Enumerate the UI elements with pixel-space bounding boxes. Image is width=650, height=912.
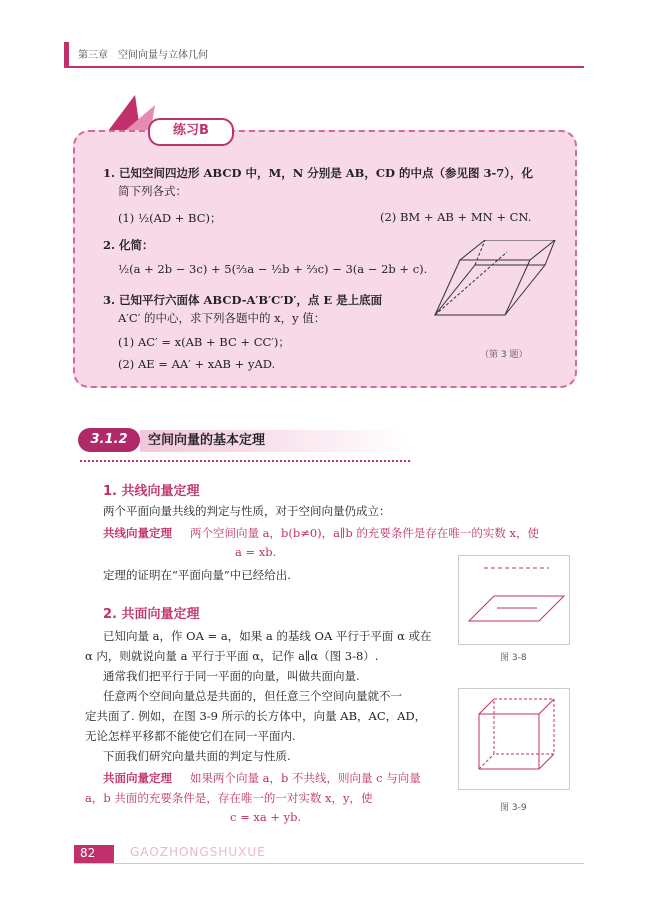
- practice-q3: 3. 已知平行六面体 ABCD-A′B′C′D′，点 E 是上底面: [103, 293, 383, 307]
- practice-q1-2: (2) BM + AB + MN + CN.: [380, 210, 532, 224]
- sub1-thm: 两个空间向量 a，b(b≠0)，a∥b 的充要条件是存在唯一的实数 x，使: [190, 526, 539, 540]
- practice-title: 练习B: [148, 118, 234, 146]
- header-line: [64, 66, 584, 68]
- chapter-title: 第三章 空间向量与立体几何: [78, 50, 208, 61]
- sub2-p6: 无论怎样平移都不能使它们在同一平面内.: [85, 729, 296, 743]
- sub2-thm2: a，b 共面的充要条件是，存在唯一的一对实数 x，y，使: [85, 791, 373, 805]
- figure-3-8: [458, 555, 570, 645]
- sub1-p2: 定理的证明在“平面向量”中已经给出.: [103, 568, 291, 582]
- figure-3-9-caption: 图 3-9: [500, 803, 527, 813]
- practice-q3-2: (2) AE = AA′ + xAB + yAD.: [118, 357, 276, 371]
- practice-q3-cont: A′C′ 的中心，求下列各题中的 x，y 值：: [118, 311, 326, 325]
- section-divider: [80, 460, 410, 462]
- section-number: 3.1.2: [78, 428, 140, 452]
- header-bar: [64, 42, 69, 66]
- practice-q1-1: (1) ½(AD + BC)；: [118, 211, 222, 225]
- sub1-thm-eq: a = xb.: [235, 545, 277, 559]
- sub2-p7: 下面我们研究向量共面的判定与性质.: [103, 749, 291, 763]
- sub2-p3: 通常我们把平行于同一平面的向量，叫做共面向量.: [103, 669, 360, 683]
- figure-3-8-caption: 图 3-8: [500, 653, 527, 663]
- practice-q1: 1. 已知空间四边形 ABCD 中，M，N 分别是 AB，CD 的中点（参见图 3-7），化: [103, 166, 534, 180]
- sub1-title: 1. 共线向量定理: [103, 484, 200, 499]
- sub2-thm-eq: c = xa + yb.: [230, 810, 302, 824]
- figure-3-9: [458, 688, 570, 790]
- practice-q2-expr: ½(a + 2b − 3c) + 5(⅔a − ½b + ⅔c) − 3(a − 2b + c).: [118, 262, 428, 276]
- page-number: 82: [80, 846, 96, 860]
- sub2-thm: 如果两个向量 a，b 不共线，则向量 c 与向量: [190, 771, 421, 785]
- practice-q1-cont: 简下列各式：: [118, 184, 187, 198]
- practice-q3-1: (1) AC′ = x(AB + BC + CC′)；: [118, 335, 290, 349]
- section-title: 空间向量的基本定理: [140, 430, 408, 452]
- sub1-p1: 两个平面向量共线的判定与性质，对于空间向量仍成立：: [103, 504, 391, 518]
- footer-line: [74, 863, 584, 864]
- sub1-thm-label: 共线向量定理: [103, 526, 172, 540]
- sub2-p4: 任意两个空间向量总是共面的，但任意三个空间向量就不一: [103, 689, 402, 703]
- sub2-title: 2. 共面向量定理: [103, 607, 200, 622]
- sub2-p5: 定共面了. 例如，在图 3-9 所示的长方体中，向量 AB，AC，AD，: [85, 709, 427, 723]
- footer-brand: GAOZHONGSHUXUE: [130, 845, 266, 859]
- sub2-p1: 已知向量 a，作 OA = a，如果 a 的基线 OA 平行于平面 α 或在: [103, 629, 432, 643]
- parallelepiped-figure: [425, 240, 565, 340]
- cuboid-diagram: [459, 689, 569, 789]
- practice-fig-caption: （第 3 题）: [480, 350, 528, 360]
- sub2-thm-label: 共面向量定理: [103, 771, 172, 785]
- practice-q2: 2. 化简：: [103, 238, 154, 252]
- sub2-p2: α 内，则就说向量 a 平行于平面 α，记作 a∥α（图 3-8）.: [85, 649, 379, 663]
- plane-vector-diagram: [459, 556, 569, 644]
